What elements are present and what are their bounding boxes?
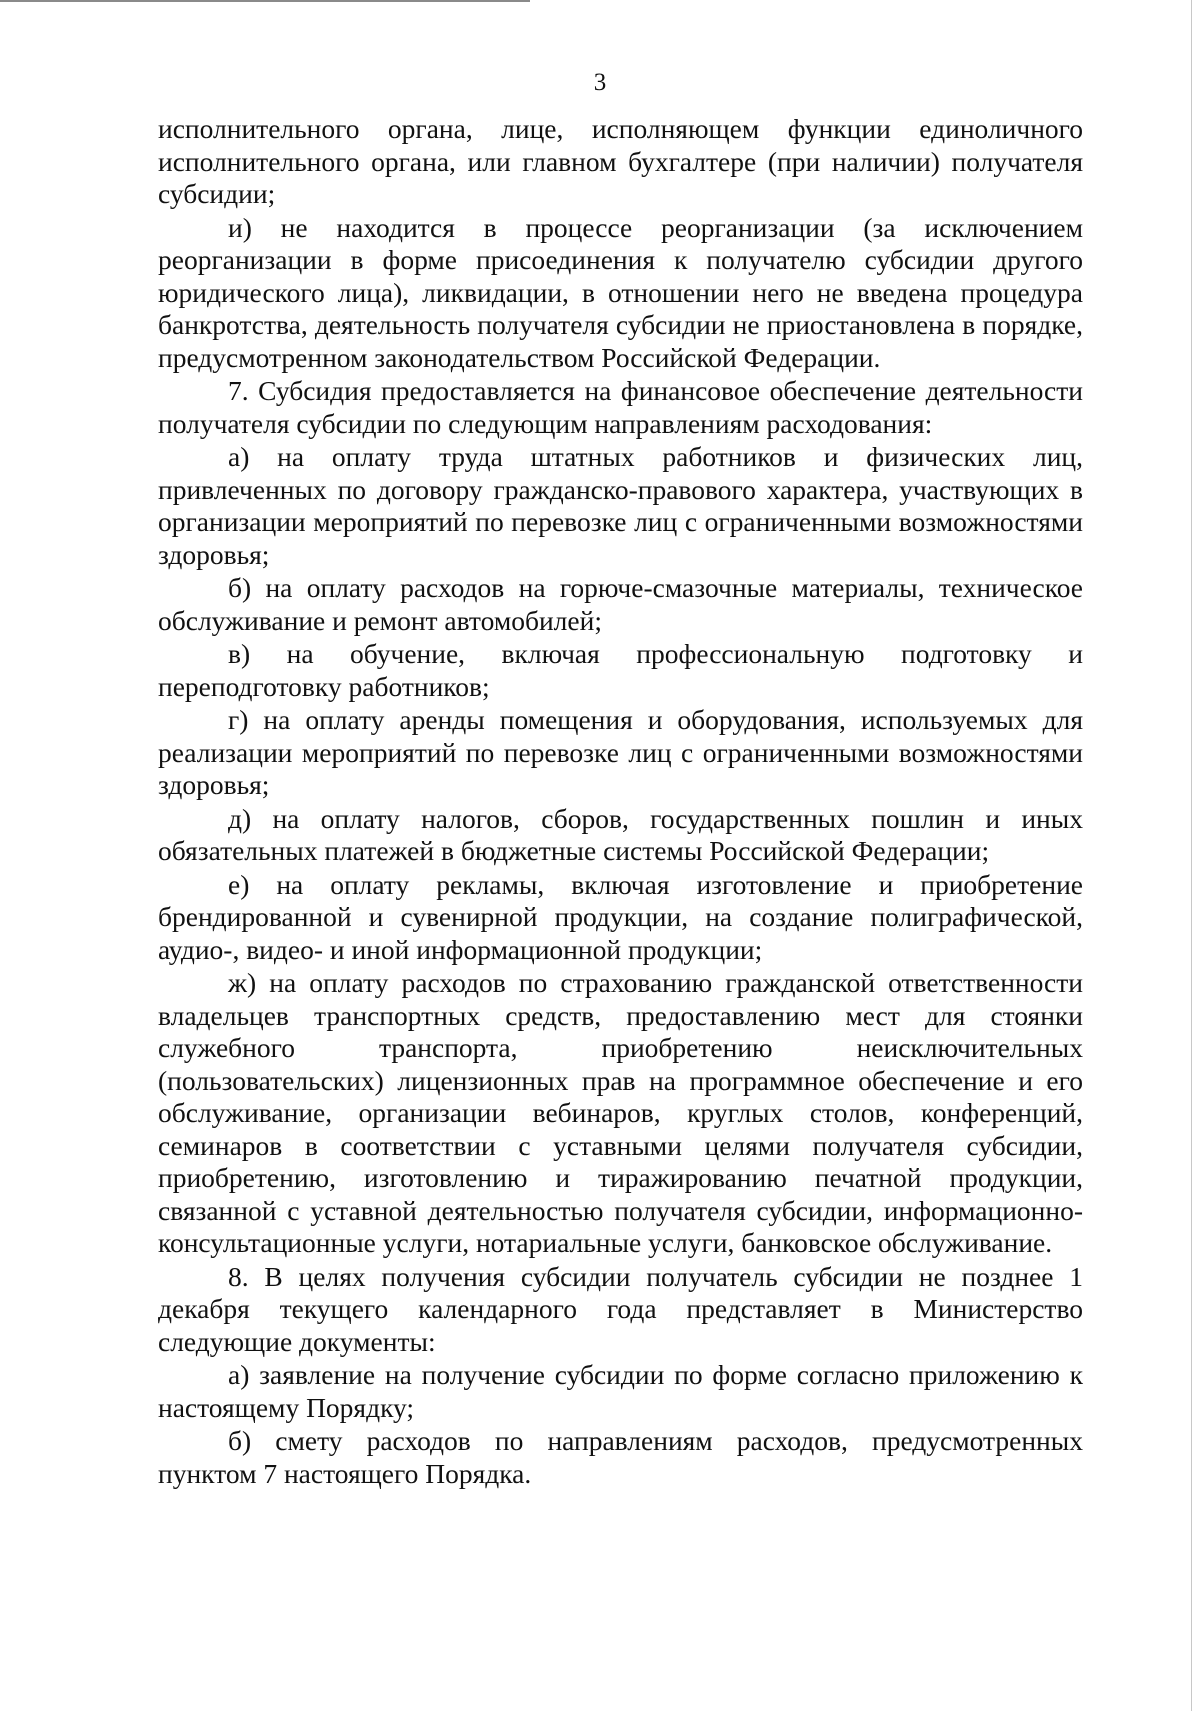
paragraph-clause-7-b: б) на оплату расходов на горюче-смазочные материалы, техническое обслуживание и ремонт автомобилей;: [158, 572, 1083, 636]
scan-edge-right: [1191, 0, 1192, 1711]
paragraph-clause-7-v: в) на обучение, включая профессиональную подготовку и переподготовку работников;: [158, 638, 1083, 702]
paragraph-clause-7-e: е) на оплату рекламы, включая изготовление и приобретение брендированной и сувенирной продукции, на создание полиграфической, аудио-, видео- и иной информационной продукции;: [158, 868, 1083, 965]
paragraph-clause-7-d: д) на оплату налогов, сборов, государственных пошлин и иных обязательных платежей в бюджетные системы Российской Федерации;: [158, 802, 1083, 866]
paragraph-clause-8-a: а) заявление на получение субсидии по форме согласно приложению к настоящему Порядку;: [158, 1359, 1083, 1423]
document-body: [158, 113, 1083, 1490]
paragraph-item-i: и) не находится в процессе реорганизации (за исключением реорганизации в форме присоединения к получателю субсидии другого юридического лица), ликвидации, в отношении него не введена процедура банкротства, деятельность получателя субсидии не приостановлена в порядке, предусмотренном законодательством Российской Федерации.: [158, 211, 1083, 373]
scan-edge-top: [0, 0, 530, 2]
paragraph-clause-7: 7. Субсидия предоставляется на финансовое обеспечение деятельности получателя субсидии по следующим направлениям расходования:: [158, 375, 1083, 439]
paragraph-clause-8-b: б) смету расходов по направлениям расходов, предусмотренных пунктом 7 настоящего Порядка.: [158, 1425, 1083, 1489]
page-number: 3: [593, 69, 607, 96]
paragraph-clause-7-a: а) на оплату труда штатных работников и физических лиц, привлеченных по договору гражданско-правового характера, участвующих в организации мероприятий по перевозке лиц с ограниченными возможностями здоровья;: [158, 441, 1083, 570]
paragraph-clause-7-g: г) на оплату аренды помещения и оборудования, используемых для реализации мероприятий по перевозке лиц с ограниченными возможностями здоровья;: [158, 704, 1083, 800]
paragraph-clause-7-zh: ж) на оплату расходов по страхованию гражданской ответственности владельцев транспортных средств, предоставлению мест для стоянки служебного транспорта, приобретению неисключительных (пользовательских) лицензионных прав на программное обеспечение и его обслуживание, организации вебинаров, круглых столов, конференций, семинаров в соответствии с уставными целями получателя субсидии, приобретению, изготовлению и тиражированию печатной продукции, связанной с уставной деятельностью получателя субсидии, информационно-консультационные услуги, нотариальные услуги, банковское обслуживание.: [158, 967, 1083, 1258]
paragraph-continuation: исполнительного органа, лице, исполняющем функции единоличного исполнительного органа, или главном бухгалтере (при наличии) получателя субсидии;: [158, 113, 1083, 209]
paragraph-clause-8: 8. В целях получения субсидии получатель субсидии не позднее 1 декабря текущего календарного года представляет в Министерство следующие документы:: [158, 1260, 1083, 1357]
